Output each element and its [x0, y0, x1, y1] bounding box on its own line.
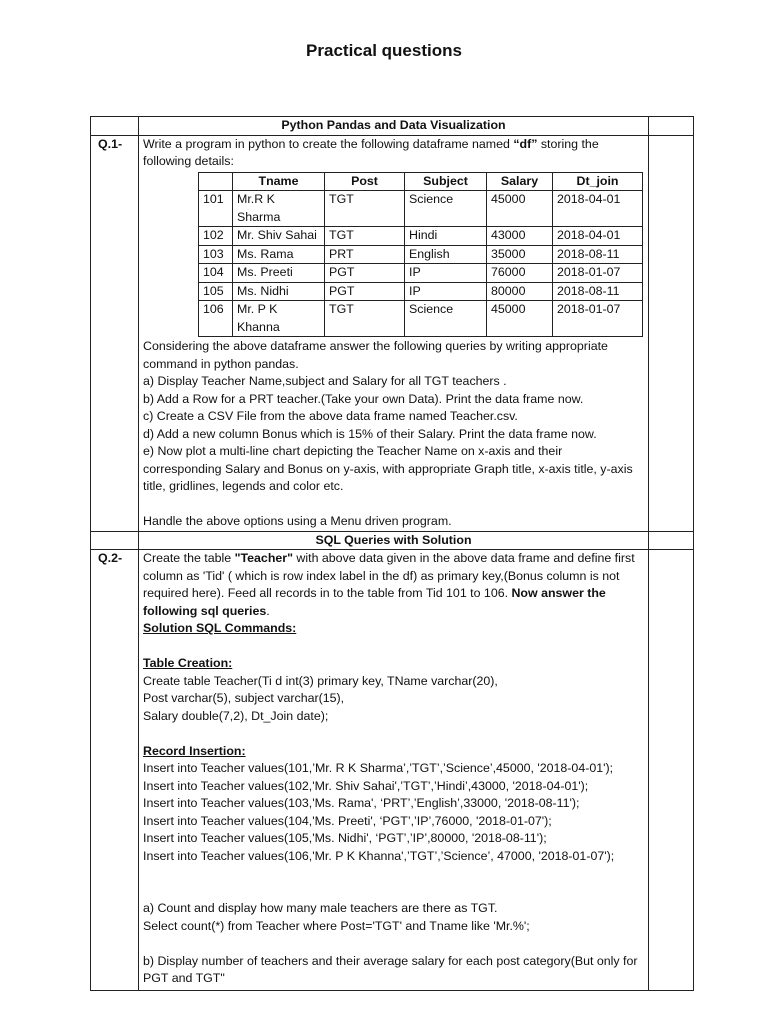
df-row — [199, 301, 643, 337]
df-cell: PGT — [325, 264, 405, 283]
df-cell: 45000 — [487, 301, 553, 337]
df-cell: Ms. Nidhi — [233, 282, 325, 301]
df-cell: 2018-01-07 — [553, 301, 643, 337]
df-column-header: Subject — [405, 172, 487, 191]
insert-statement-line: Insert into Teacher values(101,’Mr. R K Sharma’,’TGT’,’Science’,45000, '2018-04-01'); — [143, 761, 614, 775]
query-d: d) Add a new column Bonus which is 15% of their Salary. Print the data frame now. — [143, 426, 597, 441]
section-header-row-2 — [91, 531, 694, 550]
insert-statement-line: Insert into Teacher values(105,'Ms. Nidhi', ‘PGT’,’IP’,80000, '2018-08-11'); — [143, 831, 547, 845]
df-cell: IP — [405, 282, 487, 301]
df-cell: Ms. Rama — [233, 245, 325, 264]
df-cell: English — [405, 245, 487, 264]
solution-label: Solution SQL Commands: — [143, 621, 297, 635]
df-cell: 80000 — [487, 282, 553, 301]
dataframe-header-row — [199, 172, 643, 191]
df-cell: TGT — [325, 191, 405, 227]
query-c: c) Create a CSV File from the above data frame named Teacher.csv. — [143, 409, 518, 423]
dataframe-body — [199, 191, 643, 337]
df-row — [199, 282, 643, 301]
df-column-header: Tname — [233, 172, 325, 191]
page-title: Practical questions — [306, 41, 462, 60]
df-cell: 2018-08-11 — [553, 245, 643, 264]
df-cell: 2018-08-11 — [553, 282, 643, 301]
question-body-2 — [139, 550, 649, 991]
df-row — [199, 227, 643, 246]
insert-statements — [143, 760, 644, 865]
insert-statement-line: Insert into Teacher values(106,'Mr. P K Khanna',’TGT’,’Science’, 47000, '2018-01-07'); — [143, 848, 615, 863]
df-column-header: Salary — [487, 172, 553, 191]
df-cell: 35000 — [487, 245, 553, 264]
section-heading-sql: SQL Queries with Solution — [139, 531, 649, 550]
df-cell: 103 — [199, 245, 233, 264]
question-intro — [143, 136, 644, 171]
question-number: Q.1- — [91, 135, 139, 531]
questions-table — [90, 116, 694, 991]
question-number: Q.2- — [91, 550, 139, 991]
create-table-code — [143, 673, 644, 726]
df-cell: PRT — [325, 245, 405, 264]
df-row — [199, 191, 643, 227]
df-cell: Science — [405, 191, 487, 227]
df-cell: 102 — [199, 227, 233, 246]
df-row — [199, 245, 643, 264]
menu-driven-note: Handle the above options using a Menu driven program. — [143, 514, 452, 528]
df-cell: 2018-04-01 — [553, 227, 643, 246]
df-column-header: Dt_join — [553, 172, 643, 191]
intro-text: Write a program in python to create the following dataframe named — [143, 136, 514, 151]
dataframe-table — [198, 172, 643, 338]
df-cell: 76000 — [487, 264, 553, 283]
df-cell: TGT — [325, 301, 405, 337]
create-table-line: Salary double(7,2), Dt_Join date); — [143, 708, 329, 723]
considering-text: Considering the above dataframe answer the following queries by writing appropriate command in python pandas. — [143, 339, 608, 371]
df-cell: Science — [405, 301, 487, 337]
section-heading-pandas: Python Pandas and Data Visualization — [139, 117, 649, 136]
sql-query-a: a) Count and display how many male teachers are there as TGT. — [143, 901, 498, 915]
query-b: b) Add a Row for a PRT teacher.(Take your own Data). Print the data frame now. — [143, 391, 584, 406]
df-row — [199, 264, 643, 283]
df-column-header: Post — [325, 172, 405, 191]
df-column-header — [199, 172, 233, 191]
df-cell: Mr. Shiv Sahai — [233, 227, 325, 246]
df-cell: 104 — [199, 264, 233, 283]
insert-statement-line: Insert into Teacher values(102,'Mr. Shiv Sahai',’TGT’,’Hindi’,43000, '2018-04-01'); — [143, 778, 589, 793]
df-cell: 2018-01-07 — [553, 264, 643, 283]
create-table-line: Post varchar(5), subject varchar(15), — [143, 691, 345, 705]
table-name: "Teacher" — [234, 551, 293, 565]
query-a: a) Display Teacher Name,subject and Salary for all TGT teachers . — [143, 374, 507, 388]
df-cell: 45000 — [487, 191, 553, 227]
df-cell: 105 — [199, 282, 233, 301]
df-cell: PGT — [325, 282, 405, 301]
df-cell: 2018-04-01 — [553, 191, 643, 227]
table-creation-label: Table Creation: — [143, 656, 233, 670]
df-cell: Hindi — [405, 227, 487, 246]
section-header-row — [91, 117, 694, 136]
sql-query-a-solution: Select count(*) from Teacher where Post='TGT' and Tname like 'Mr.%'; — [143, 918, 530, 933]
df-cell: TGT — [325, 227, 405, 246]
query-e: e) Now plot a multi-line chart depicting the Teacher Name on x-axis and their corresponding Salary and Bonus on y-axis, with appropriate Graph title, x-axis title, y-axis title, gridlines, legends and color etc. — [143, 444, 633, 493]
intro-text-end: storing the following details: — [143, 136, 599, 168]
sql-query-b: b) Display number of teachers and their average salary for each post category(But only for PGT and TGT" — [143, 953, 638, 985]
df-cell: 106 — [199, 301, 233, 337]
df-cell: Mr.R K Sharma — [233, 191, 325, 227]
df-name: “df” — [513, 136, 538, 151]
question-body-1 — [139, 135, 649, 531]
insert-statement-line: Insert into Teacher values(103,'Ms. Rama', ‘PRT’,’English’,33000, '2018-08-11'); — [143, 796, 580, 810]
df-cell: 101 — [199, 191, 233, 227]
insert-statement-line: Insert into Teacher values(104,'Ms. Preeti', ‘PGT’,’IP’,76000, '2018-01-07'); — [143, 813, 552, 828]
df-cell: 43000 — [487, 227, 553, 246]
create-table-line: Create table Teacher(Ti d int(3) primary key, TName varchar(20), — [143, 673, 498, 688]
df-cell: IP — [405, 264, 487, 283]
df-cell: Ms. Preeti — [233, 264, 325, 283]
question-row-2 — [91, 550, 694, 991]
record-insertion-label: Record Insertion: — [143, 743, 246, 758]
sql-intro: Create the table "Teacher" with above data given in the above data frame and define first column as 'Tid' ( which is row index label in the df) as primary key,(Bonus column is not required here). Feed all records in to the table from Tid 101 to 106. Now answer the following sql queries. — [143, 551, 635, 618]
question-row-1 — [91, 135, 694, 531]
df-cell: Mr. P K Khanna — [233, 301, 325, 337]
